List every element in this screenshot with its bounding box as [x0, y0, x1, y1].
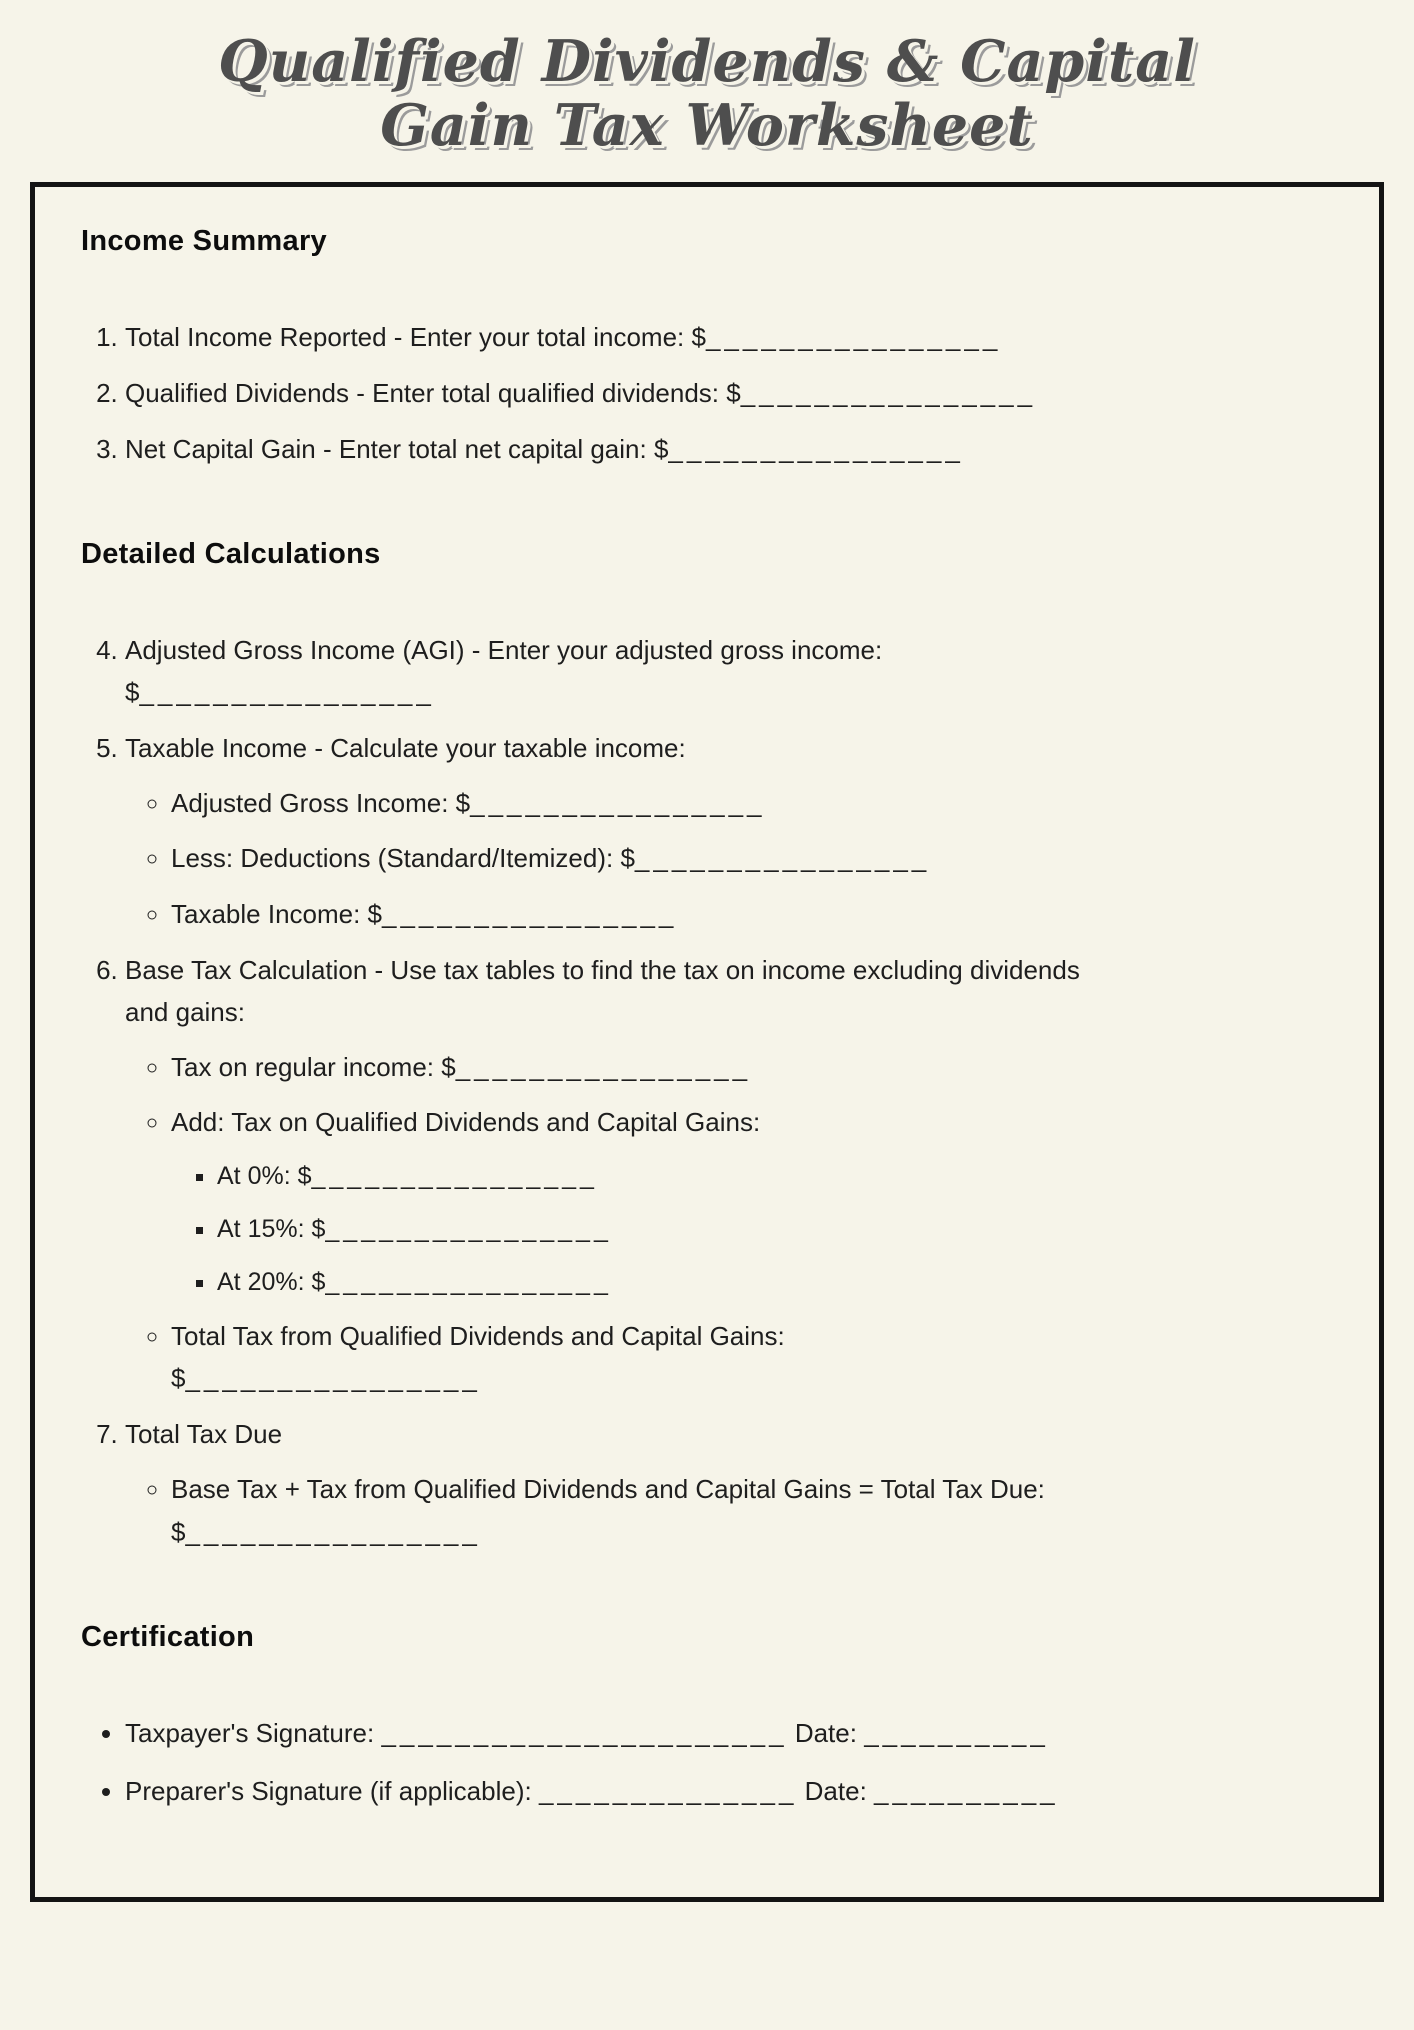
- item-taxable-income-label: Taxable Income - Calculate your taxable income:: [125, 733, 686, 764]
- taxpayer-signature-item: [125, 1712, 1081, 1754]
- preparer-date-label: Date:: [804, 1775, 867, 1806]
- item-base-tax-label: Base Tax Calculation - Use tax tables to find the tax on income excluding dividends and gains:: [125, 954, 1080, 1027]
- agi-blank: ________________: [139, 677, 435, 708]
- item-net-capital-gain-label: Net Capital Gain - Enter total net capital gain: $: [125, 433, 669, 464]
- regular-income-tax-blank: ________________: [455, 1051, 752, 1082]
- preparer-signature-label: Preparer's Signature (if applicable):: [125, 1775, 532, 1806]
- preparer-date-blank: __________: [874, 1775, 1059, 1806]
- preparer-signature-item: [125, 1770, 1081, 1812]
- taxpayer-date-blank: __________: [864, 1717, 1049, 1748]
- rate-0pct-label: At 0%: $: [217, 1162, 312, 1191]
- rate-0pct-blank: ________________: [311, 1162, 598, 1191]
- income-summary-list: [81, 316, 1081, 470]
- item-base-tax: [125, 949, 1081, 1400]
- preparer-signature-blank: ______________: [538, 1775, 798, 1806]
- item-total-income-label: Total Income Reported - Enter your total income: $: [125, 321, 706, 352]
- sub-item-regular-income-tax-label: Tax on regular income: $: [171, 1051, 456, 1082]
- detailed-calculations-list: [81, 629, 1081, 1553]
- base-tax-sublist: [125, 1046, 1081, 1399]
- qualified-dividends-blank: ________________: [740, 377, 1037, 408]
- rate-20pct-label: At 20%: $: [217, 1268, 326, 1297]
- rate-15pct-blank: ________________: [325, 1215, 612, 1244]
- rate-20pct-blank: ________________: [325, 1268, 612, 1297]
- agi-value-line: [125, 671, 1081, 713]
- sub-item-add-tax: [171, 1101, 1081, 1302]
- taxpayer-signature-label: Taxpayer's Signature:: [125, 1717, 375, 1748]
- income-summary-heading: Income Summary: [81, 224, 327, 257]
- item-net-capital-gain: [125, 428, 1081, 470]
- rate-item-0pct: [217, 1156, 1081, 1196]
- worksheet-content: [81, 225, 1081, 1812]
- total-tax-due-blank: ________________: [185, 1516, 481, 1547]
- sub-item-total-qdcg-tax: [171, 1315, 1081, 1399]
- rate-sublist: [171, 1156, 1081, 1302]
- sub-item-agi-amount-label: Adjusted Gross Income: $: [171, 788, 471, 819]
- total-qdcg-tax-blank: ________________: [185, 1363, 481, 1394]
- dollar-sign: $: [125, 677, 140, 708]
- item-agi: [125, 629, 1081, 713]
- rate-item-15pct: [217, 1209, 1081, 1249]
- sub-item-agi-amount: [171, 782, 1081, 824]
- total-tax-due-sublist: [125, 1468, 1081, 1552]
- taxpayer-date-label: Date:: [794, 1717, 857, 1748]
- sub-item-regular-income-tax: [171, 1046, 1081, 1088]
- item-qualified-dividends-label: Qualified Dividends - Enter total qualified dividends: $: [125, 377, 741, 408]
- item-qualified-dividends: [125, 372, 1081, 414]
- worksheet-page: [0, 30, 1414, 1902]
- sub-item-add-tax-label: Add: Tax on Qualified Dividends and Capital Gains:: [171, 1106, 761, 1137]
- sub-item-deductions-label: Less: Deductions (Standard/Itemized): $: [171, 843, 635, 874]
- sub-item-total-tax-due-formula: [171, 1468, 1081, 1552]
- item-total-tax-due-label: Total Tax Due: [125, 1419, 283, 1450]
- sub-item-deductions: [171, 837, 1081, 879]
- taxpayer-signature-blank: ______________________: [381, 1717, 788, 1748]
- agi-amount-blank: ________________: [470, 788, 766, 819]
- title-line-1: Qualified Dividends & Capital: [218, 28, 1196, 95]
- item-total-tax-due: [125, 1413, 1081, 1552]
- taxable-income-blank: ________________: [382, 898, 678, 929]
- detailed-calculations-heading: Detailed Calculations: [81, 537, 381, 570]
- taxable-income-sublist: [125, 782, 1081, 934]
- dollar-sign: $: [171, 1363, 186, 1394]
- rate-item-20pct: [217, 1262, 1081, 1302]
- deductions-blank: ________________: [634, 843, 931, 874]
- sub-item-taxable-income-label: Taxable Income: $: [171, 898, 383, 929]
- certification-heading: Certification: [81, 1620, 255, 1653]
- item-total-income: [125, 316, 1081, 358]
- sub-item-total-qdcg-tax-label: Total Tax from Qualified Dividends and Capital Gains:: [171, 1321, 785, 1352]
- item-taxable-income: [125, 727, 1081, 934]
- rate-15pct-label: At 15%: $: [217, 1215, 326, 1244]
- certification-list: [81, 1712, 1081, 1812]
- total-qdcg-value-line: [171, 1357, 1081, 1399]
- sub-item-taxable-income-amount: [171, 893, 1081, 935]
- worksheet-box: [30, 182, 1384, 1902]
- total-income-blank: ________________: [705, 321, 1002, 352]
- net-capital-gain-blank: ________________: [668, 433, 964, 464]
- worksheet-title: [0, 30, 1414, 158]
- title-line-2: Gain Tax Worksheet: [380, 91, 1034, 159]
- total-tax-due-formula-label: Base Tax + Tax from Qualified Dividends and Capital Gains = Total Tax Due: $: [171, 1474, 1045, 1547]
- item-agi-label: Adjusted Gross Income (AGI) - Enter your adjusted gross income:: [125, 634, 883, 665]
